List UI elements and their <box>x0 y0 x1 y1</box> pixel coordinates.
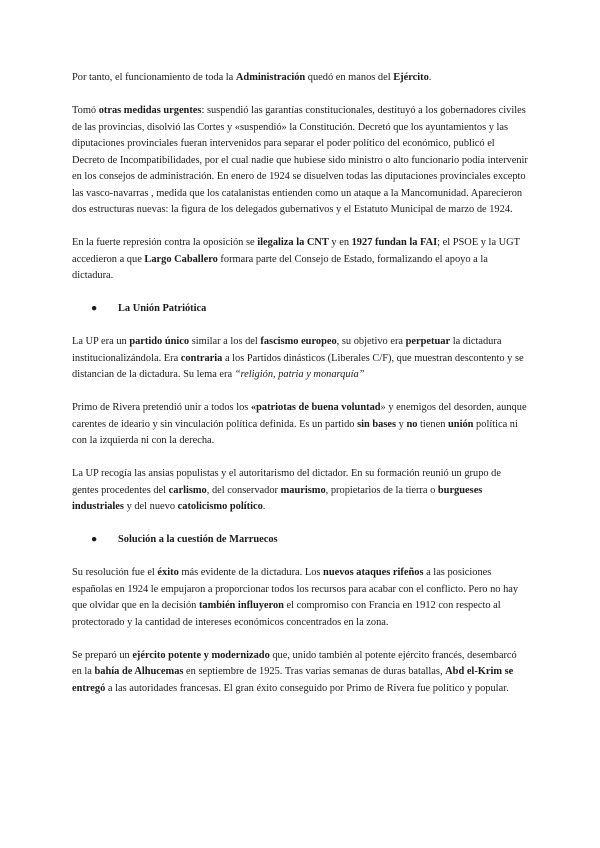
bold-run: partido único <box>129 336 190 347</box>
text-run: , su objetivo era <box>336 336 406 347</box>
bold-run: bahía de Alhucemas <box>94 666 184 677</box>
bold-run: fascismo europeo <box>260 336 337 347</box>
text-run: , propietarios de la tierra o <box>325 484 438 496</box>
bold-run: carlismo <box>168 484 207 496</box>
text-run: a los Partidos dinásticos (Liberales C/F), que muestran descontento y se distancian de la dictadura. Su lema era <box>72 352 524 380</box>
bold-run: no <box>406 418 418 430</box>
text-run: ; el PSOE y la UGT accedieron a que <box>72 237 520 265</box>
bold-run: sin bases <box>357 418 397 430</box>
text-run: formara parte del Consejo de Estado, formalizando el apoyo a la dictadura. <box>72 253 488 281</box>
italic-run: “religión, patria y monarquía” <box>234 369 365 380</box>
bold-run: Abd el-Krim se entregó <box>72 666 514 694</box>
text-run: a las posiciones españolas en 1924 le empujaron a proporcionar todos los recursos para acabar con el conflicto. Pero no hay que olvidar que en la decisión <box>72 567 519 611</box>
bold-run: maurismo <box>280 484 326 496</box>
heading-text: La Unión Patriótica <box>118 303 207 314</box>
text-run: Tomó <box>72 105 99 116</box>
text-run: que, unido también al potente ejército francés, desembarcó en la <box>72 649 517 677</box>
text-run: y del nuevo <box>123 501 178 512</box>
heading-cuestion-marruecos <box>72 532 528 549</box>
paragraph-represion <box>72 235 528 285</box>
bold-run: ilegaliza la CNT <box>257 237 329 248</box>
text-run: a las autoridades francesas. El gran éxito conseguido por Primo de Rivera fue político y popular. <box>105 682 509 694</box>
text-run: y en <box>328 237 352 248</box>
text-run: Se preparó un <box>72 649 133 661</box>
text-run: la dictadura institucionalizándola. Era <box>72 336 502 364</box>
text-run: La UP recogía las ansias populistas y el autoritarismo del dictador. En su formación reunió un grupo de gentes procedentes del <box>72 468 501 496</box>
text-run: política ni con la izquierda ni con la derecha. <box>72 418 518 446</box>
bold-run: nuevos ataques rifeños <box>323 567 424 578</box>
text-run: quedó en manos del <box>305 72 394 83</box>
bold-run: Ejército <box>393 72 429 83</box>
bold-run: perpetuar <box>405 336 451 347</box>
text-run: La UP era un <box>72 336 130 347</box>
text-run: . <box>428 72 432 83</box>
paragraph-primo-de-rivera <box>72 400 528 450</box>
text-run: En la fuerte represión contra la oposición se <box>72 237 258 248</box>
text-run: . <box>262 501 266 512</box>
bullet-icon: ● <box>91 534 98 545</box>
bullet-icon: ● <box>91 303 98 314</box>
paragraph-alhucemas <box>72 648 528 698</box>
text-run: : suspendió las garantías constitucionales, destituyó a los gobernadores civiles de las provincias, disolvió las Cortes y «suspendió» la Constitución. Decretó que los ayuntamientos y las diputaciones provinciales fueran intervenidos para separar el poder político del económico, publicó el Decreto de Incompatibilidades, por el cual nadie que hubiese sido ministro o alto funcionario podía intervenir en los consejos de administración. En enero de 1924 se disuelven todas las diputaciones provinciales excepto las vasco-navarras , medida que los catalanistas entienden como un ataque a la Mancomunidad. Aparecieron dos estructuras nuevas: la figura de los delegados gubernativos y el Estatuto Municipal de marzo de 1924. <box>72 105 528 215</box>
text-run: más evidente de la dictadura. Los <box>178 567 324 578</box>
text-run: el compromiso con Francia en 1912 con respecto al protectorado y la cantidad de intereses económicos concentrados en la zona. <box>72 600 501 628</box>
text-run: » y enemigos del desorden, aunque carentes de ideario y sin vinculación política definida. Es un partido <box>72 402 527 430</box>
heading-union-patriotica <box>72 301 528 318</box>
bold-run: Administración <box>235 72 306 83</box>
bold-run: 1927 fundan la FAI <box>351 237 438 248</box>
bold-run: unión <box>448 418 474 430</box>
text-run: Primo de Rivera pretendió unir a todos los <box>72 402 251 413</box>
text-run: y <box>396 418 407 430</box>
text-run: Por tanto, el funcionamiento de toda la <box>72 72 236 83</box>
paragraph-medidas-urgentes <box>72 103 528 219</box>
paragraph-administracion <box>72 70 528 87</box>
text-run: en septiembre de 1925. Tras varias semanas de duras batallas, <box>183 666 446 677</box>
paragraph-resolucion-exito <box>72 565 528 631</box>
bold-run: «patriotas de buena voluntad <box>250 402 381 413</box>
text-run: tienen <box>417 418 449 430</box>
bold-run: éxito <box>157 567 179 578</box>
bold-run: burgueses industriales <box>72 484 483 512</box>
paragraph-up-ansias-populistas <box>72 466 528 516</box>
text-run: , del conservador <box>206 484 281 496</box>
paragraph-up-partido-unico <box>72 334 528 384</box>
bold-run: también influyeron <box>198 600 284 611</box>
text-run: similar a los del <box>189 336 261 347</box>
bold-run: otras medidas urgentes <box>98 105 202 116</box>
text-run: Su resolución fue el <box>72 567 158 578</box>
heading-text: Solución a la cuestión de Marruecos <box>118 534 278 545</box>
bold-run: contraria <box>180 352 223 364</box>
bold-run: Largo Caballero <box>144 253 218 265</box>
bold-run: catolicismo político <box>177 501 263 512</box>
bold-run: ejército potente y modernizado <box>132 649 270 661</box>
